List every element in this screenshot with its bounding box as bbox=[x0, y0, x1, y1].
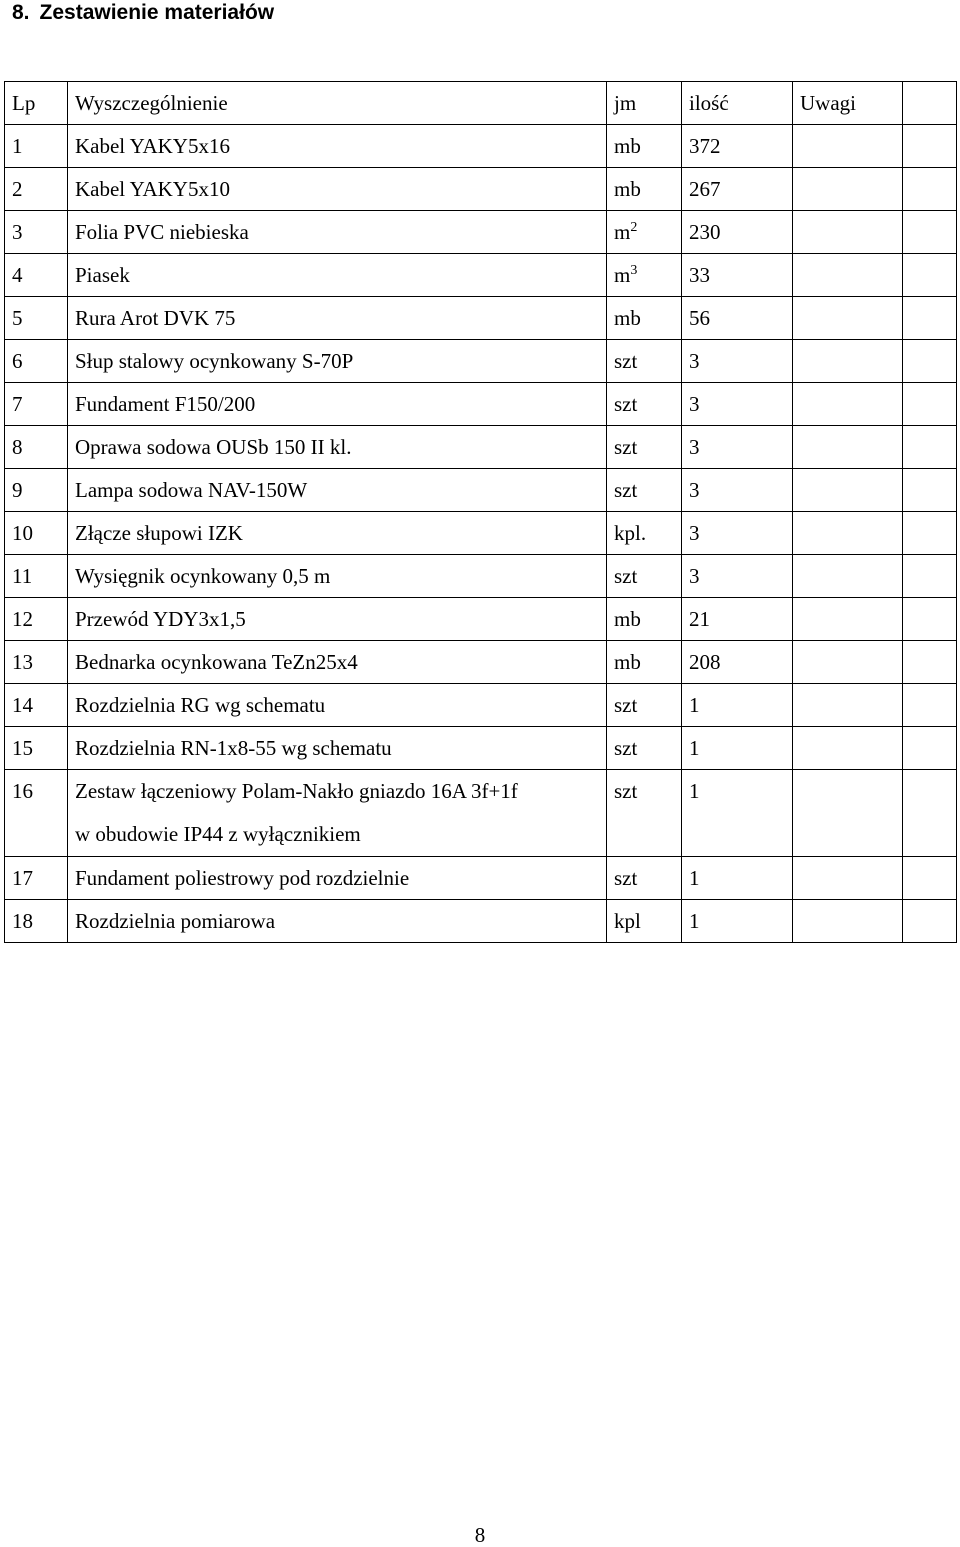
cell-qty: 3 bbox=[682, 383, 793, 426]
cell-unit-text: kpl. bbox=[614, 520, 647, 545]
cell-extra bbox=[903, 211, 957, 254]
cell-qty: 3 bbox=[682, 469, 793, 512]
cell-qty: 21 bbox=[682, 598, 793, 641]
cell-unit-text: szt bbox=[614, 779, 638, 803]
cell-unit bbox=[607, 383, 682, 426]
cell-unit bbox=[607, 340, 682, 383]
header-extra bbox=[903, 82, 957, 125]
cell-unit-text: m bbox=[614, 219, 631, 244]
cell-lp: 16 bbox=[5, 770, 68, 857]
cell-qty: 3 bbox=[682, 555, 793, 598]
cell-qty: 33 bbox=[682, 254, 793, 297]
cell-notes bbox=[793, 641, 903, 684]
cell-unit bbox=[607, 684, 682, 727]
cell-notes bbox=[793, 770, 903, 857]
cell-notes bbox=[793, 211, 903, 254]
cell-unit-text: szt bbox=[614, 865, 638, 890]
cell-unit-text: szt bbox=[614, 348, 638, 373]
cell-unit-text: m bbox=[614, 262, 631, 287]
cell-unit bbox=[607, 512, 682, 555]
cell-lp: 4 bbox=[5, 254, 68, 297]
cell-extra bbox=[903, 168, 957, 211]
cell-name: Fundament F150/200 bbox=[68, 383, 607, 426]
cell-name: Złącze słupowi IZK bbox=[68, 512, 607, 555]
table-row bbox=[5, 727, 957, 770]
cell-name: Rozdzielnia RN-1x8-55 wg schematu bbox=[68, 727, 607, 770]
cell-extra bbox=[903, 254, 957, 297]
cell-qty: 3 bbox=[682, 512, 793, 555]
cell-unit bbox=[607, 211, 682, 254]
cell-extra bbox=[903, 900, 957, 943]
cell-lp: 9 bbox=[5, 469, 68, 512]
cell-unit bbox=[607, 426, 682, 469]
cell-qty: 1 bbox=[682, 727, 793, 770]
cell-lp: 10 bbox=[5, 512, 68, 555]
cell-qty: 56 bbox=[682, 297, 793, 340]
cell-notes bbox=[793, 598, 903, 641]
cell-unit bbox=[607, 555, 682, 598]
cell-name: Kabel YAKY5x16 bbox=[68, 125, 607, 168]
cell-unit bbox=[607, 297, 682, 340]
table-row bbox=[5, 254, 957, 297]
cell-qty: 267 bbox=[682, 168, 793, 211]
cell-qty: 1 bbox=[682, 770, 793, 857]
cell-qty: 1 bbox=[682, 857, 793, 900]
cell-notes bbox=[793, 254, 903, 297]
cell-notes bbox=[793, 426, 903, 469]
cell-extra bbox=[903, 684, 957, 727]
table-header-row bbox=[5, 82, 957, 125]
cell-name: Kabel YAKY5x10 bbox=[68, 168, 607, 211]
cell-qty: 372 bbox=[682, 125, 793, 168]
cell-lp: 1 bbox=[5, 125, 68, 168]
cell-unit bbox=[607, 641, 682, 684]
cell-notes bbox=[793, 297, 903, 340]
cell-notes bbox=[793, 340, 903, 383]
cell-name: Słup stalowy ocynkowany S-70P bbox=[68, 340, 607, 383]
cell-lp: 11 bbox=[5, 555, 68, 598]
cell-qty: 230 bbox=[682, 211, 793, 254]
cell-unit-text: szt bbox=[614, 735, 638, 760]
cell-unit bbox=[607, 469, 682, 512]
header-notes: Uwagi bbox=[793, 82, 903, 125]
cell-notes bbox=[793, 857, 903, 900]
cell-name bbox=[68, 770, 607, 857]
cell-notes bbox=[793, 168, 903, 211]
cell-name: Przewód YDY3x1,5 bbox=[68, 598, 607, 641]
cell-name: Wysięgnik ocynkowany 0,5 m bbox=[68, 555, 607, 598]
cell-unit-text: szt bbox=[614, 391, 638, 416]
cell-notes bbox=[793, 555, 903, 598]
cell-notes bbox=[793, 684, 903, 727]
cell-name-line2: w obudowie IP44 z wyłącznikiem bbox=[75, 822, 361, 846]
cell-name: Rura Arot DVK 75 bbox=[68, 297, 607, 340]
cell-name: Fundament poliestrowy pod rozdzielnie bbox=[68, 857, 607, 900]
cell-unit bbox=[607, 598, 682, 641]
cell-unit-exponent: 2 bbox=[630, 219, 638, 235]
page-number: 8 bbox=[474, 1523, 486, 1547]
cell-extra bbox=[903, 512, 957, 555]
cell-qty: 3 bbox=[682, 340, 793, 383]
cell-extra bbox=[903, 469, 957, 512]
cell-unit-text: szt bbox=[614, 563, 638, 588]
cell-unit bbox=[607, 254, 682, 297]
cell-lp: 15 bbox=[5, 727, 68, 770]
table-row bbox=[5, 857, 957, 900]
cell-extra bbox=[903, 340, 957, 383]
cell-unit-text: kpl bbox=[614, 908, 641, 933]
cell-notes bbox=[793, 383, 903, 426]
cell-notes bbox=[793, 512, 903, 555]
cell-name-line1: Zestaw łączeniowy Polam-Nakło gniazdo 16A 3f+1f bbox=[75, 779, 518, 803]
cell-name: Oprawa sodowa OUSb 150 II kl. bbox=[68, 426, 607, 469]
table-row bbox=[5, 340, 957, 383]
table-row bbox=[5, 770, 957, 857]
cell-lp: 13 bbox=[5, 641, 68, 684]
table-row bbox=[5, 297, 957, 340]
table-row bbox=[5, 555, 957, 598]
cell-name: Lampa sodowa NAV-150W bbox=[68, 469, 607, 512]
header-lp: Lp bbox=[5, 82, 68, 125]
cell-unit-text: szt bbox=[614, 477, 638, 502]
cell-extra bbox=[903, 727, 957, 770]
cell-qty: 1 bbox=[682, 684, 793, 727]
table-row bbox=[5, 469, 957, 512]
cell-extra bbox=[903, 598, 957, 641]
cell-notes bbox=[793, 900, 903, 943]
cell-extra bbox=[903, 641, 957, 684]
cell-name: Bednarka ocynkowana TeZn25x4 bbox=[68, 641, 607, 684]
cell-unit bbox=[607, 857, 682, 900]
cell-lp: 12 bbox=[5, 598, 68, 641]
table-row bbox=[5, 684, 957, 727]
cell-lp: 2 bbox=[5, 168, 68, 211]
table-row bbox=[5, 426, 957, 469]
cell-notes bbox=[793, 125, 903, 168]
cell-qty: 1 bbox=[682, 900, 793, 943]
cell-unit-exponent: 3 bbox=[630, 262, 638, 278]
cell-unit-text: mb bbox=[614, 649, 641, 674]
cell-extra bbox=[903, 125, 957, 168]
cell-extra bbox=[903, 857, 957, 900]
cell-lp: 5 bbox=[5, 297, 68, 340]
cell-notes bbox=[793, 469, 903, 512]
cell-unit bbox=[607, 168, 682, 211]
cell-name: Rozdzielnia pomiarowa bbox=[68, 900, 607, 943]
header-unit: jm bbox=[607, 82, 682, 125]
table-row bbox=[5, 211, 957, 254]
table-row bbox=[5, 512, 957, 555]
table-row bbox=[5, 125, 957, 168]
cell-unit-text: mb bbox=[614, 305, 641, 330]
cell-notes bbox=[793, 727, 903, 770]
cell-name: Piasek bbox=[68, 254, 607, 297]
materials-table bbox=[4, 81, 957, 943]
cell-extra bbox=[903, 383, 957, 426]
cell-lp: 8 bbox=[5, 426, 68, 469]
table-row bbox=[5, 641, 957, 684]
header-name: Wyszczególnienie bbox=[68, 82, 607, 125]
table-row bbox=[5, 383, 957, 426]
section-number: 8. bbox=[12, 1, 30, 24]
cell-extra bbox=[903, 297, 957, 340]
cell-unit-text: szt bbox=[614, 434, 638, 459]
section-title: Zestawienie materiałów bbox=[39, 1, 275, 24]
cell-unit-text: mb bbox=[614, 176, 641, 201]
table-row bbox=[5, 900, 957, 943]
cell-lp: 14 bbox=[5, 684, 68, 727]
cell-unit-text: mb bbox=[614, 606, 641, 631]
cell-qty: 208 bbox=[682, 641, 793, 684]
header-qty: ilość bbox=[682, 82, 793, 125]
cell-lp: 7 bbox=[5, 383, 68, 426]
cell-name: Rozdzielnia RG wg schematu bbox=[68, 684, 607, 727]
cell-extra bbox=[903, 555, 957, 598]
cell-lp: 18 bbox=[5, 900, 68, 943]
cell-unit bbox=[607, 770, 682, 857]
cell-qty: 3 bbox=[682, 426, 793, 469]
cell-lp: 3 bbox=[5, 211, 68, 254]
cell-unit-text: szt bbox=[614, 692, 638, 717]
cell-unit bbox=[607, 125, 682, 168]
cell-name: Folia PVC niebieska bbox=[68, 211, 607, 254]
table-row bbox=[5, 598, 957, 641]
cell-unit-text: mb bbox=[614, 133, 641, 158]
cell-unit bbox=[607, 727, 682, 770]
table-row bbox=[5, 168, 957, 211]
cell-extra bbox=[903, 426, 957, 469]
cell-extra bbox=[903, 770, 957, 857]
cell-lp: 6 bbox=[5, 340, 68, 383]
section-heading bbox=[12, 0, 274, 26]
cell-lp: 17 bbox=[5, 857, 68, 900]
cell-unit bbox=[607, 900, 682, 943]
